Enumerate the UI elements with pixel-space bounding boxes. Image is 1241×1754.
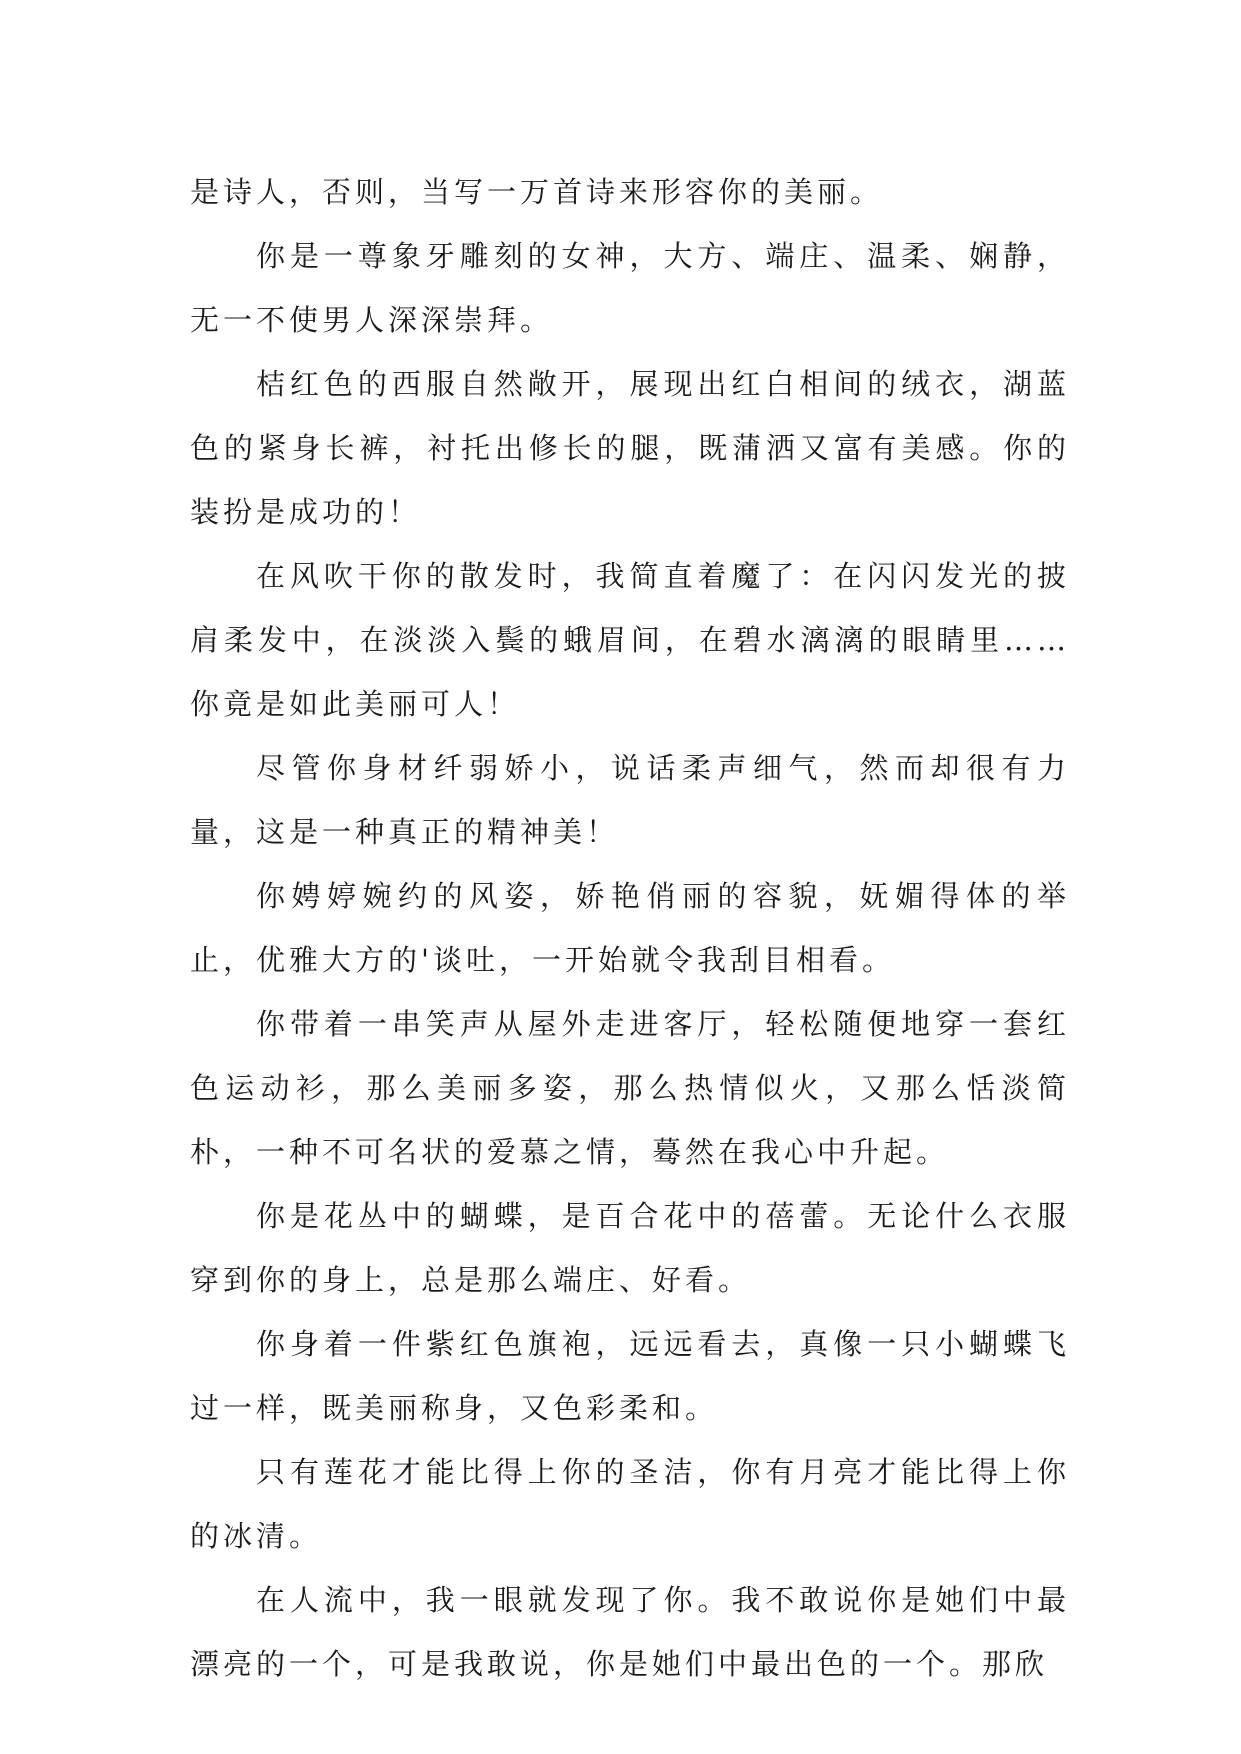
paragraph-11: 在人流中，我一眼就发现了你。我不敢说你是她们中最漂亮的一个，可是我敢说，你是她们中最出色的一个。那欣	[190, 1583, 1070, 1681]
paragraph-4: 在风吹干你的散发时，我简直着魔了：在闪闪发光的披肩柔发中，在淡淡入鬓的蛾眉间，在碧水漓漓的眼睛里……你竟是如此美丽可人！	[190, 559, 1070, 721]
paragraph-6: 你娉婷婉约的风姿，娇艳俏丽的容貌，妩媚得体的举止，优雅大方的'谈吐，一开始就令我刮目相看。	[190, 879, 1070, 977]
paragraph-10: 只有莲花才能比得上你的圣洁，你有月亮才能比得上你的冰清。	[190, 1455, 1070, 1553]
paragraph-2: 你是一尊象牙雕刻的女神，大方、端庄、温柔、娴静，无一不使男人深深崇拜。	[190, 239, 1070, 337]
paragraph-8: 你是花丛中的蝴蝶，是百合花中的蓓蕾。无论什么衣服穿到你的身上，总是那么端庄、好看。	[190, 1199, 1070, 1297]
paragraph-1: 是诗人，否则，当写一万首诗来形容你的美丽。	[190, 175, 884, 209]
paragraph-3: 桔红色的西服自然敞开，展现出红白相间的绒衣，湖蓝色的紧身长裤，衬托出修长的腿，既蒲洒又富有美感。你的装扮是成功的！	[190, 367, 1070, 529]
paragraph-7: 你带着一串笑声从屋外走进客厅，轻松随便地穿一套红色运动衫，那么美丽多姿，那么热情似火，又那么恬淡简朴，一种不可名状的爱慕之情，蓦然在我心中升起。	[190, 1007, 1070, 1169]
paragraph-9: 你身着一件紫红色旗袍，远远看去，真像一只小蝴蝶飞过一样，既美丽称身，又色彩柔和。	[190, 1327, 1070, 1425]
paragraph-5: 尽管你身材纤弱娇小，说话柔声细气，然而却很有力量，这是一种真正的精神美！	[190, 751, 1070, 849]
document-body	[190, 160, 1070, 1696]
